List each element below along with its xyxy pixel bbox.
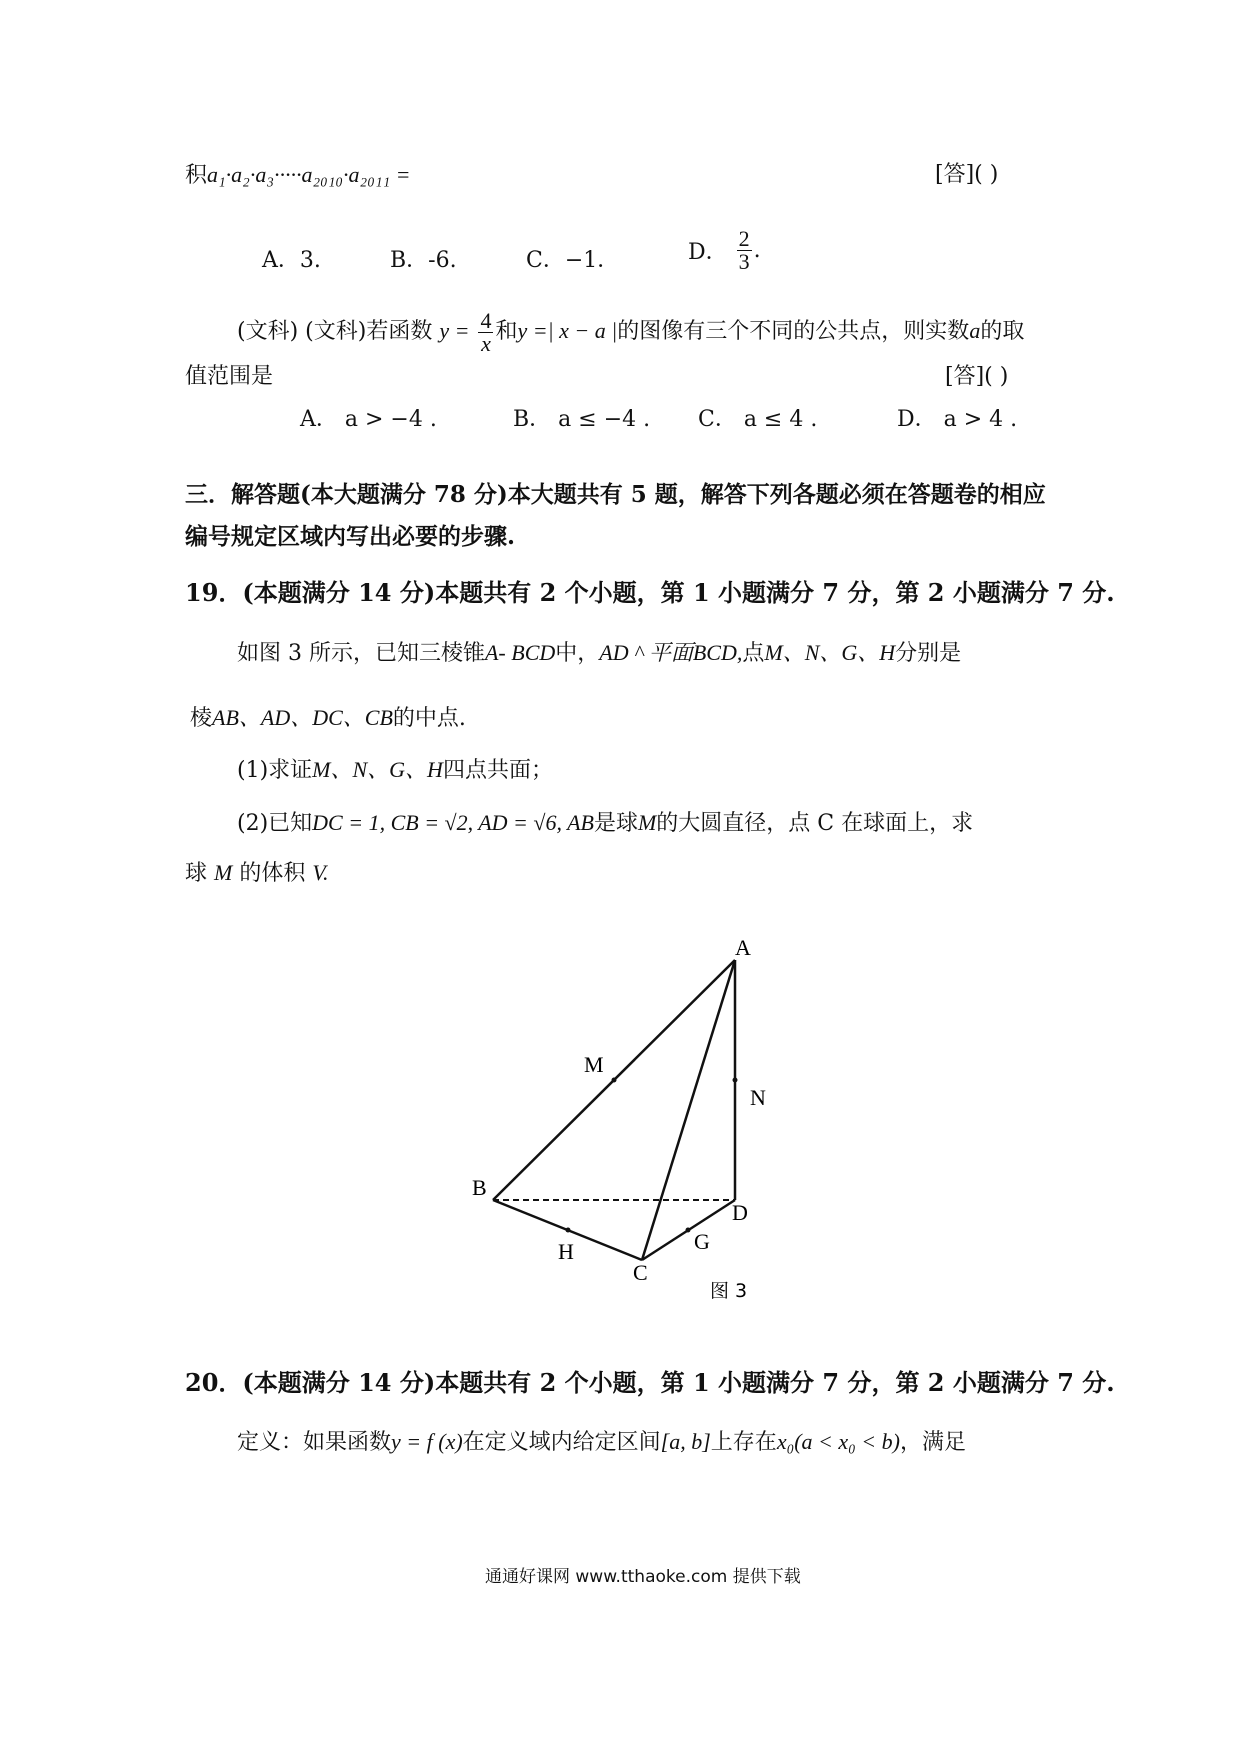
q19-p1-d: AD ^ 平面BCD,	[599, 640, 743, 665]
wenke-fraction-denominator: x	[481, 330, 491, 356]
q19-s3-d: V.	[312, 860, 329, 885]
option-d-suffix: .	[753, 238, 761, 263]
wenke-y-eq: y =	[439, 318, 470, 343]
q19-p1-a: 如图 3 所示，已知三棱锥	[237, 641, 485, 666]
wenke-expr2: y =| x − a |	[517, 318, 618, 343]
q20-p1-d: [a, b]	[660, 1429, 711, 1454]
figure-label-N: N	[750, 1085, 766, 1110]
q19-s2-c: 是球	[593, 811, 638, 836]
figure-label-G: G	[694, 1229, 710, 1254]
option-c-1: C．−1．	[526, 248, 620, 273]
tetrahedron-figure	[460, 935, 800, 1305]
figure-label-H: H	[558, 1239, 574, 1264]
q19-s1-c: 四点共面；	[442, 758, 553, 783]
option-d-2: D． a > 4 .	[897, 407, 1018, 432]
q19-s2-d: M	[637, 810, 657, 835]
option-a-1: A．3.	[262, 248, 321, 273]
q20-p1-g: ，满足	[899, 1430, 966, 1455]
q19-p1-c: 中，	[555, 641, 600, 666]
figure-label-C: C	[633, 1260, 648, 1285]
q19-p2-c: 的中点.	[392, 706, 466, 731]
product-line	[185, 160, 411, 191]
q20-header: 20．(本题满分 14 分)本题共有 2 个小题，第 1 小题满分 7 分，第 2 小题满分 7 分.	[185, 1368, 1115, 1397]
point-M	[612, 1078, 617, 1083]
q19-s2-e: 的大圆直径，点 C 在球面上，求	[656, 811, 974, 836]
q19-p2-b: AB、AD、DC、CB	[212, 705, 393, 730]
option-a-2: A． a > −4 .	[300, 407, 437, 432]
q20-p1-b: y = f (x)	[391, 1429, 463, 1454]
wenke-rest: 的图像有三个不同的公共点，则实数	[617, 319, 970, 344]
wenke-fraction	[478, 307, 493, 356]
point-G	[686, 1228, 691, 1233]
q19-s2-b: DC = 1, CB = √2, AD = √6, AB	[312, 810, 594, 835]
answer-marker-2: [答]( )	[945, 364, 1009, 389]
answer-marker-1: [答]( )	[935, 162, 999, 187]
wenke-question-line	[237, 305, 1024, 358]
q19-s2-a: (2)已知	[237, 811, 313, 836]
q19-p1-b: A- BCD	[484, 640, 556, 665]
section3-line2: 编号规定区域内写出必要的步骤.	[185, 523, 516, 550]
product-expression: a₁·a₂·a₃·····a₂₀₁₀·a₂₀₁₁ =	[207, 162, 411, 187]
point-N	[733, 1078, 738, 1083]
q19-subquestion-2	[237, 808, 973, 839]
q20-p1-c: 在定义域内给定区间	[462, 1430, 661, 1455]
option-d-denominator: 3	[738, 249, 750, 274]
q20-paragraph-1	[237, 1427, 966, 1458]
product-prefix: 积	[185, 163, 208, 188]
q20-p1-e: 上存在	[710, 1430, 777, 1455]
q19-s1-b: M、N、G、H	[312, 757, 443, 782]
figure-label-D: D	[732, 1200, 748, 1225]
wenke-line2: 值范围是	[185, 364, 274, 389]
q19-header: 19．(本题满分 14 分)本题共有 2 个小题，第 1 小题满分 7 分，第 2 小题满分 7 分.	[185, 578, 1115, 607]
q19-paragraph-2	[190, 703, 466, 734]
q19-s3-a: 球	[185, 861, 208, 886]
q19-paragraph-1	[237, 638, 961, 669]
q19-s3-b: M	[214, 860, 233, 885]
option-d-fraction	[737, 228, 752, 273]
q19-s3-c: 的体积	[239, 861, 306, 886]
q19-p1-f: M、N、G、H	[764, 640, 896, 665]
section3-line1: 三．解答题(本大题满分 78 分)本大题共有 5 题，解答下列各题必须在答题卷的相应	[185, 481, 1046, 508]
wenke-fraction-numerator: 4	[480, 307, 492, 333]
wenke-var-a: a	[969, 318, 981, 343]
wenke-end: 的取	[980, 319, 1025, 344]
q20-p1-f: x₀(a < x₀ < b)	[776, 1429, 900, 1454]
option-d-numerator: 2	[738, 226, 750, 251]
wenke-prefix: (文科) (文科)若函数	[237, 319, 433, 344]
figure-caption: 图 3	[710, 1280, 748, 1302]
q19-p1-e: 点	[742, 641, 765, 666]
option-b-1: B．-6.	[390, 248, 457, 273]
q19-subquestion-1	[237, 755, 553, 786]
q20-p1-a: 定义：如果函数	[237, 1430, 392, 1455]
q19-subquestion-2-cont	[185, 858, 328, 889]
q19-p1-g: 分别是	[895, 641, 962, 666]
q19-s1-a: (1)求证	[237, 758, 313, 783]
option-b-2: B． a ≤ −4 .	[513, 407, 651, 432]
q19-p2-a: 棱	[190, 706, 213, 731]
option-d-prefix: D．	[688, 240, 728, 265]
wenke-middle: 和	[495, 319, 518, 344]
option-d-1	[688, 228, 761, 273]
option-c-2: C． a ≤ 4 .	[698, 407, 818, 432]
footer-text: 通通好课网 www.tthaoke.com 提供下载	[485, 1567, 801, 1587]
figure-label-M: M	[584, 1052, 604, 1077]
figure-label-A: A	[735, 935, 751, 960]
figure-label-B: B	[472, 1175, 487, 1200]
point-H	[566, 1228, 571, 1233]
